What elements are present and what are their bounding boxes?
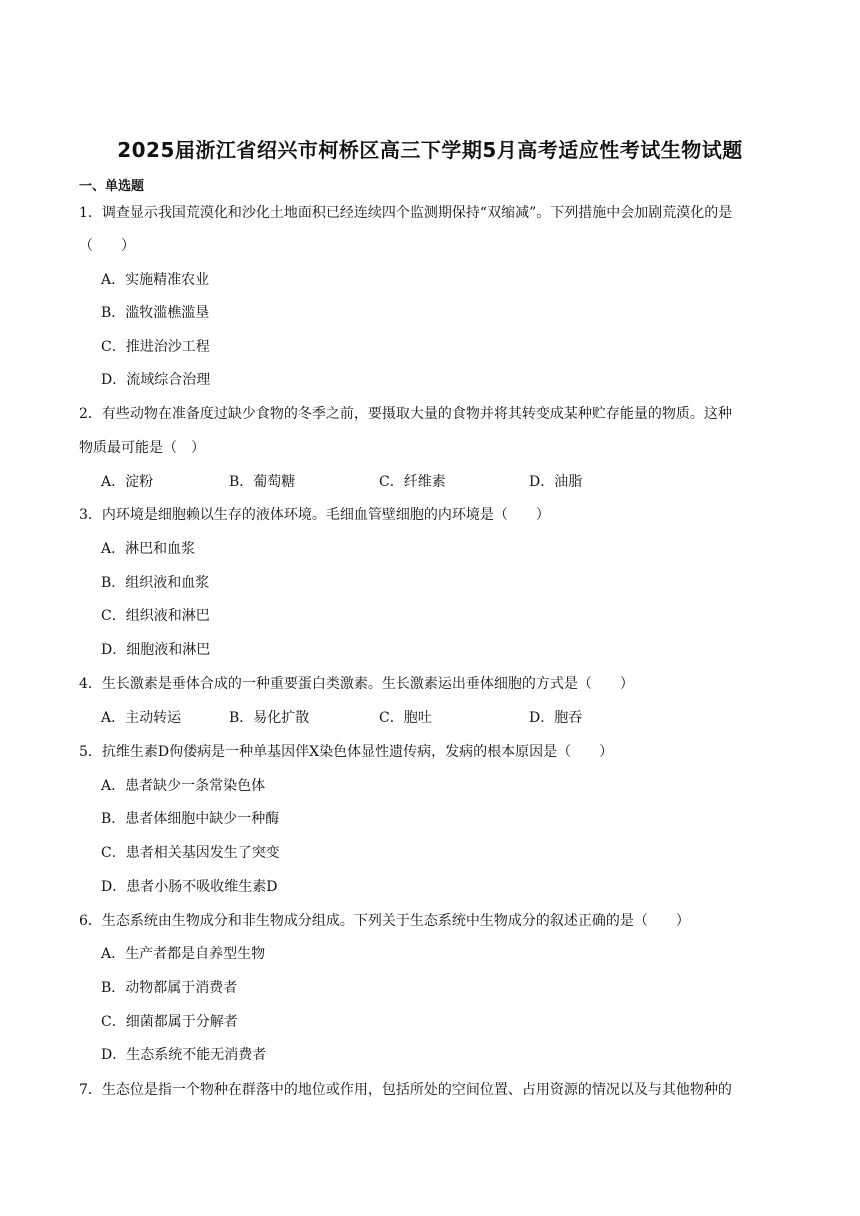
section-heading: 一、单选题	[79, 179, 145, 194]
question-4-option-a: A．主动转运	[101, 710, 182, 726]
question-2-option-b: B．葡萄糖	[229, 474, 296, 490]
question-5-stem: 5．抗维生素D佝偻病是一种单基因伴X染色体显性遗传病，发病的根本原因是（ ）	[79, 744, 614, 760]
question-2-stem: 2．有些动物在准备度过缺少食物的冬季之前，要摄取大量的食物并将其转变成某种贮存能量的物质。这种	[79, 406, 732, 422]
question-3-option-a: A．淋巴和血浆	[101, 541, 196, 557]
question-3-option-d: D．细胞液和淋巴	[101, 642, 211, 658]
question-3-option-b: B．组织液和血浆	[101, 575, 210, 591]
question-2-option-d: D．油脂	[529, 474, 583, 490]
question-3-option-c: C．组织液和淋巴	[101, 608, 210, 624]
question-5-option-c: C．患者相关基因发生了突变	[101, 845, 280, 861]
question-6-option-d: D．生态系统不能无消费者	[101, 1047, 267, 1063]
question-6-option-a: A．生产者都是自养型生物	[101, 946, 266, 962]
question-6-option-b: B．动物都属于消费者	[101, 980, 238, 996]
question-1-stem-continued: （ ）	[79, 238, 135, 254]
question-5-option-b: B．患者体细胞中缺少一种酶	[101, 811, 280, 827]
question-1-stem: 1．调查显示我国荒漠化和沙化土地面积已经连续四个监测期保持“双缩减”。下列措施中会加剧荒漠化的是	[79, 205, 733, 221]
question-4-option-d: D．胞吞	[529, 710, 583, 726]
question-3-stem: 3．内环境是细胞赖以生存的液体环境。毛细血管壁细胞的内环境是（ ）	[79, 507, 550, 523]
exam-title: 2025届浙江省绍兴市柯桥区高三下学期5月高考适应性考试生物试题	[117, 138, 743, 162]
question-6-option-c: C．细菌都属于分解者	[101, 1014, 238, 1030]
question-1-option-c: C．推进治沙工程	[101, 339, 210, 355]
question-4-option-c: C．胞吐	[379, 710, 432, 726]
question-5-option-d: D．患者小肠不吸收维生素D	[101, 879, 278, 895]
question-6-stem: 6．生态系统由生物成分和非生物成分组成。下列关于生态系统中生物成分的叙述正确的是（ ）	[79, 913, 690, 929]
question-1-option-a: A．实施精准农业	[101, 272, 210, 288]
question-2-stem-continued: 物质最可能是（ ）	[79, 440, 205, 456]
question-7-stem: 7．生态位是指一个物种在群落中的地位或作用，包括所处的空间位置、占用资源的情况以及与其他物种的	[79, 1082, 732, 1098]
question-1-option-d: D．流域综合治理	[101, 372, 211, 388]
question-2-option-a: A．淀粉	[101, 474, 154, 490]
question-4-stem: 4．生长激素是垂体合成的一种重要蛋白类激素。生长激素运出垂体细胞的方式是（ ）	[79, 676, 634, 692]
question-5-option-a: A．患者缺少一条常染色体	[101, 778, 266, 794]
question-1-option-b: B．滥牧滥樵滥垦	[101, 305, 210, 321]
question-4-option-b: B．易化扩散	[229, 710, 310, 726]
question-2-option-c: C．纤维素	[379, 474, 446, 490]
